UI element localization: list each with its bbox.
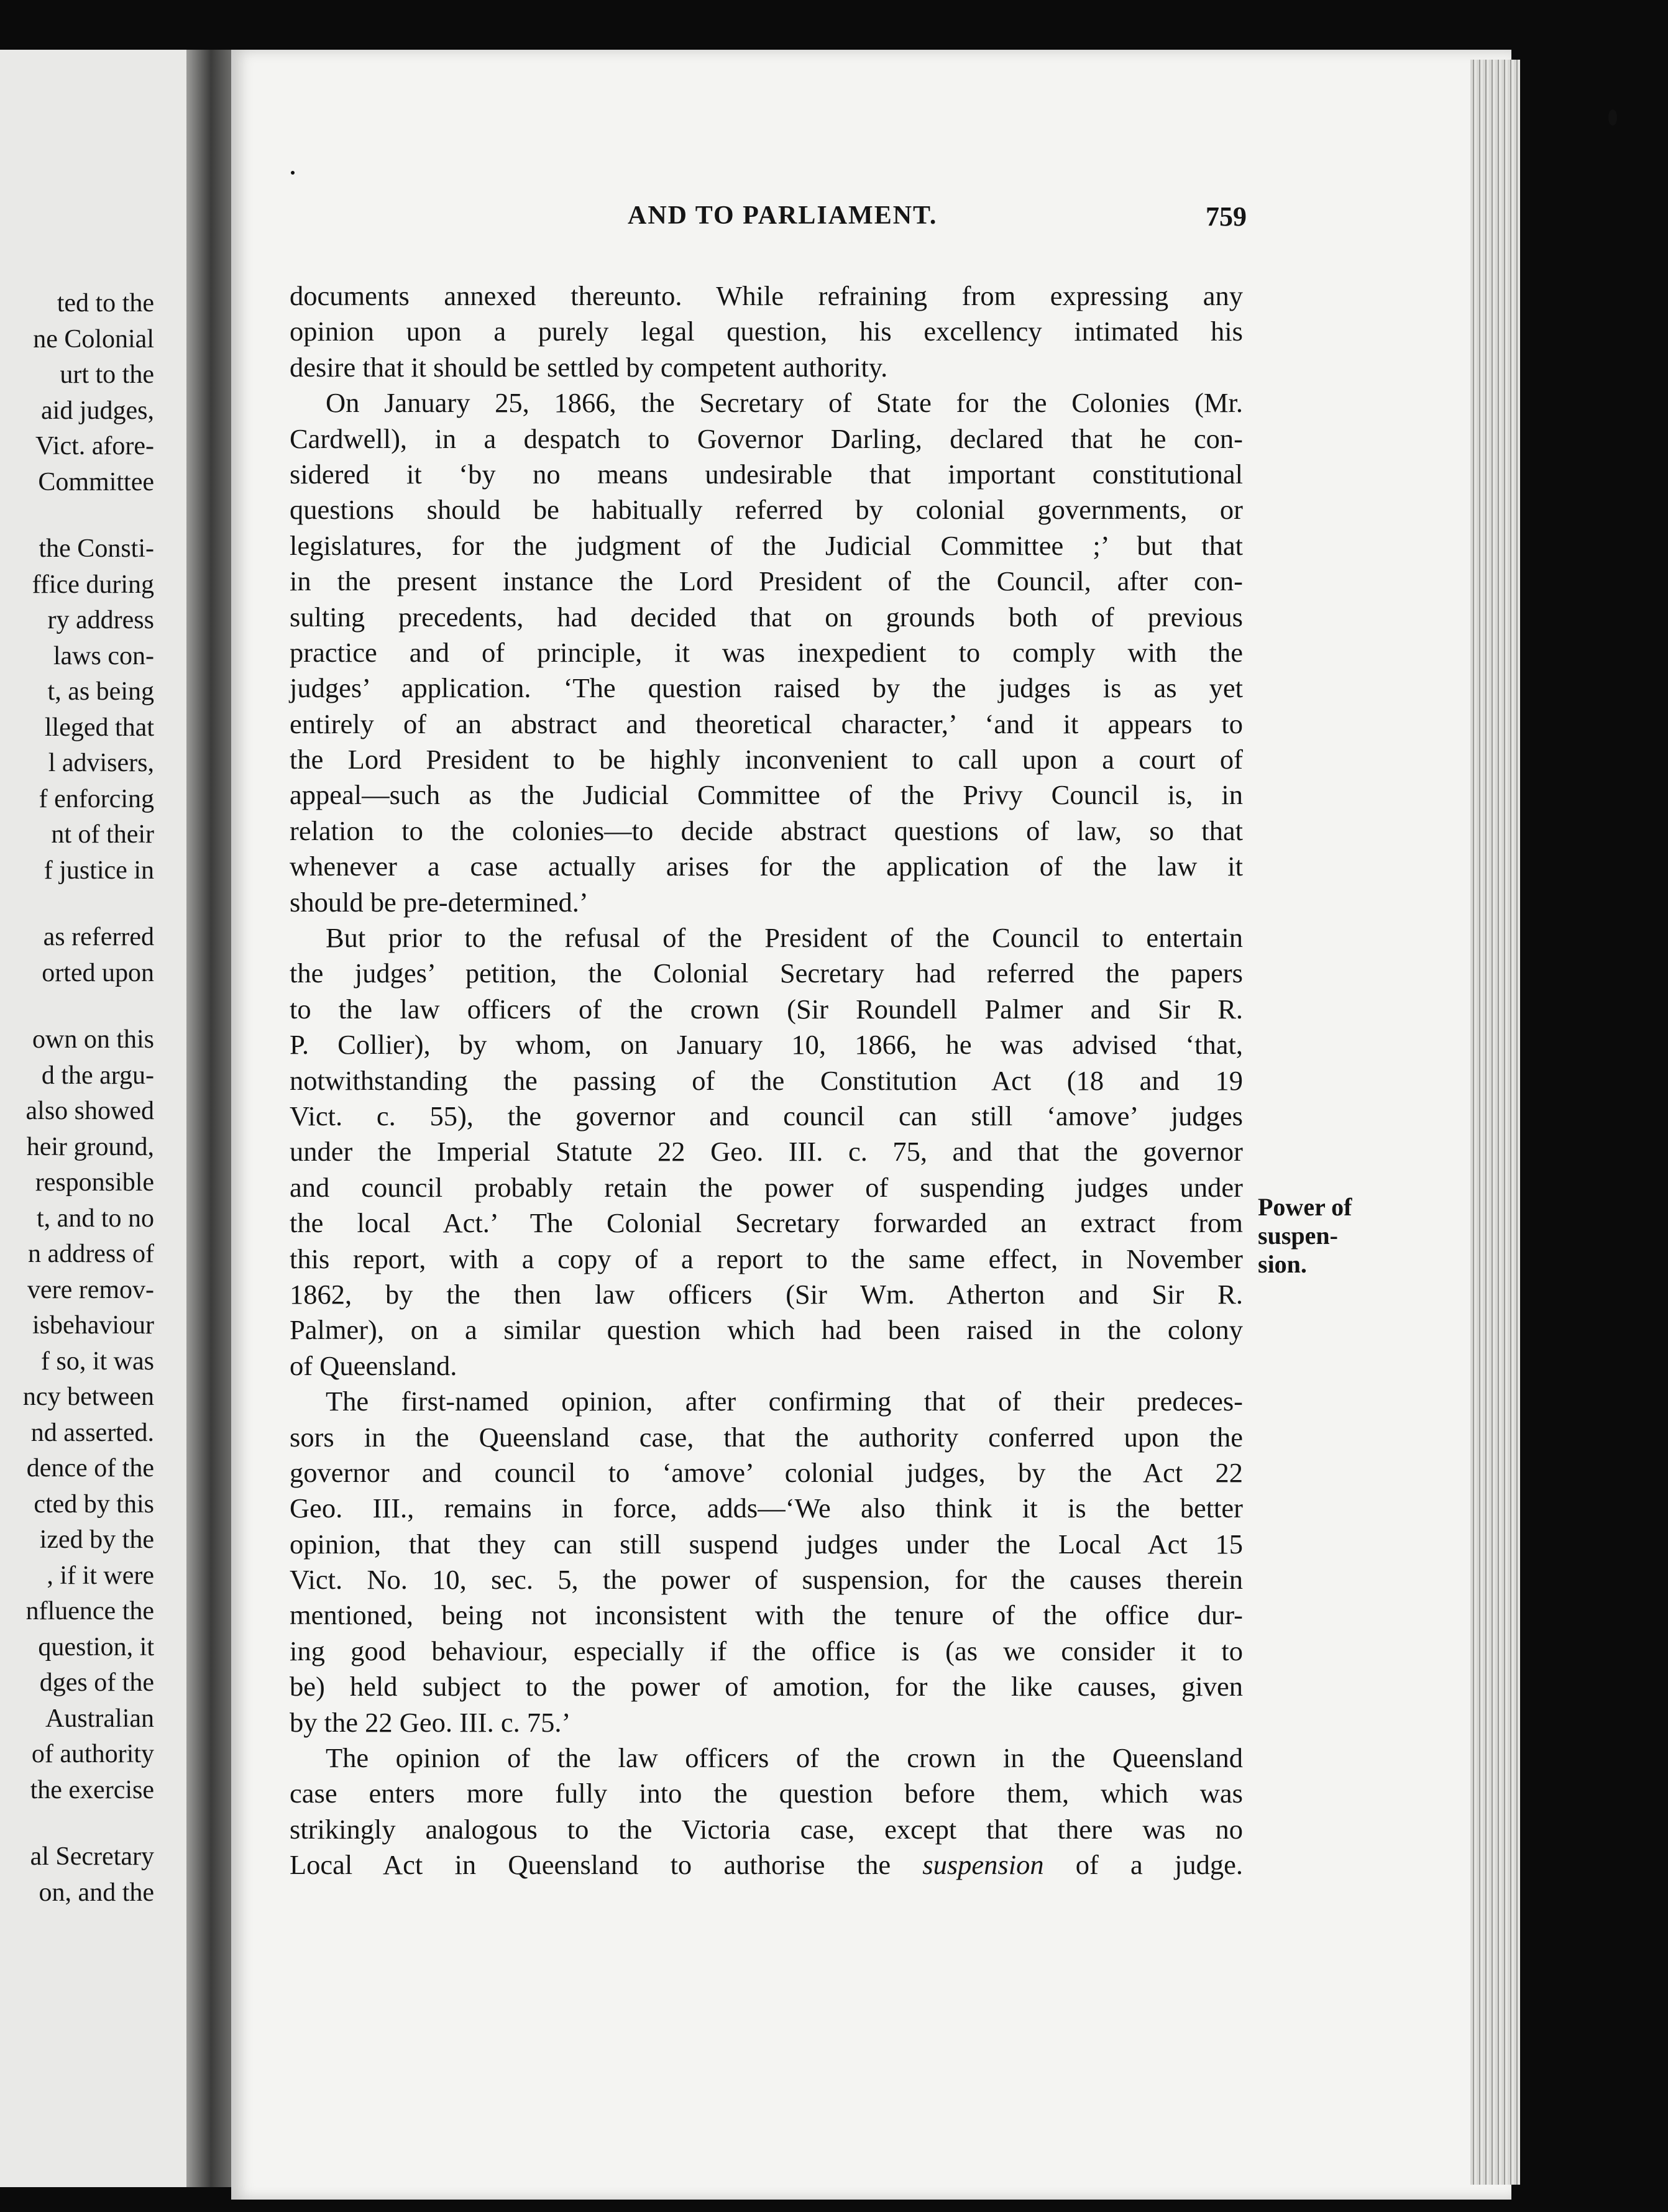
text-line: under the Imperial Statute 22 Geo. III. c. 75, and that the governor: [290, 1136, 1243, 1168]
facing-page-line: aid judges,: [41, 396, 154, 425]
paragraph-gap: [0, 889, 154, 920]
italic-word: suspension: [922, 1849, 1044, 1881]
running-title: AND TO PARLIAMENT.: [628, 201, 938, 230]
text-line: ing good behaviour, especially if the office is (as we consider it to: [290, 1635, 1243, 1666]
text-line: in the present instance the Lord President of the Council, after con-: [290, 565, 1243, 597]
facing-page-line: orted upon: [42, 958, 154, 987]
paragraph-gap: [0, 1808, 154, 1839]
facing-page-line: f justice in: [44, 856, 154, 885]
text-line: Local Act in Queensland to authorise the suspension of a judge.: [290, 1849, 1243, 1881]
facing-page-line: ne Colonial: [33, 324, 154, 354]
facing-page-left: [0, 50, 191, 2187]
text-line: desire that it should be settled by competent authority.: [290, 351, 888, 383]
text-line: strikingly analogous to the Victoria case, except that there was no: [290, 1813, 1243, 1845]
facing-page-line: heir ground,: [26, 1132, 154, 1161]
facing-page-line: l advisers,: [48, 749, 154, 777]
text-line: The opinion of the law officers of the crown in the Queensland: [326, 1742, 1243, 1774]
text-line: by the 22 Geo. III. c. 75.’: [290, 1706, 571, 1738]
text-line: opinion, that they can still suspend judges under the Local Act 15: [290, 1528, 1243, 1560]
margin-note-line: sion.: [1258, 1250, 1307, 1278]
text-line: But prior to the refusal of the President of the Council to entertain: [326, 922, 1243, 954]
text-line: entirely of an abstract and theoretical character,’ ‘and it appears to: [290, 708, 1243, 739]
text-line: legislatures, for the judgment of the Judicial Committee ;’ but that: [290, 529, 1243, 561]
text-line: the Lord President to be highly inconvenient to call upon a court of: [290, 744, 1243, 775]
page-number: 759: [1206, 201, 1247, 232]
text-line: appeal—such as the Judicial Committee of the Privy Council is, in: [290, 779, 1243, 811]
facing-page-line: Australian: [45, 1704, 154, 1733]
text-line: of Queensland.: [290, 1350, 457, 1381]
facing-page-line: t, and to no: [37, 1204, 154, 1233]
facing-page-line: dges of the: [39, 1668, 154, 1697]
text-line: governor and council to ‘amove’ colonial judges, by the Act 22: [290, 1456, 1243, 1488]
facing-page-line: lleged that: [44, 713, 154, 742]
text-line: the judges’ petition, the Colonial Secretary had referred the papers: [290, 957, 1243, 989]
text-line: 1862, by the then law officers (Sir Wm. Atherton and Sir R.: [290, 1278, 1243, 1310]
facing-page-line: the Consti-: [39, 534, 154, 563]
text-line: On January 25, 1866, the Secretary of State for the Colonies (Mr.: [326, 387, 1243, 419]
facing-page-line: ry address: [47, 606, 154, 634]
text-line: P. Collier), by whom, on January 10, 1866, he was advised ‘that,: [290, 1029, 1243, 1061]
facing-page-line: also showed: [25, 1097, 154, 1125]
facing-page-line: cted by this: [34, 1489, 154, 1519]
facing-page-line: nt of their: [51, 820, 154, 849]
text-line: Geo. III., remains in force, adds—‘We also think it is the better: [290, 1492, 1243, 1524]
text-line: whenever a case actually arises for the application of the law it: [290, 851, 1243, 882]
facing-page-line: , if it were: [47, 1561, 154, 1590]
text-line: this report, with a copy of a report to the same effect, in November: [290, 1243, 1243, 1274]
facing-page-line: nfluence the: [25, 1597, 154, 1625]
margin-note-line: suspen-: [1258, 1222, 1338, 1250]
book-gutter: [186, 50, 231, 2187]
facing-page-text: [0, 286, 154, 1911]
facing-page-line: n address of: [28, 1240, 154, 1268]
text-line: Vict. No. 10, sec. 5, the power of suspension, for the causes therein: [290, 1564, 1243, 1596]
margin-note: [1258, 1193, 1352, 1279]
text-line: should be pre-determined.’: [290, 886, 589, 918]
text-line: sors in the Queensland case, that the authority conferred upon the: [290, 1421, 1243, 1453]
facing-page-line: of authority: [31, 1740, 154, 1768]
facing-page-line: the exercise: [30, 1775, 154, 1804]
facing-page-line: f so, it was: [41, 1346, 154, 1376]
facing-page-line: laws con-: [53, 641, 154, 670]
paragraph-gap: [0, 991, 154, 1022]
main-text-block: [290, 278, 1243, 1883]
facing-page-line: al Secretary: [30, 1842, 154, 1871]
text-line: documents annexed thereunto. While refraining from expressing any: [290, 280, 1243, 311]
facing-page-line: as referred: [43, 923, 154, 951]
facing-page-line: d the argu-: [41, 1061, 154, 1090]
text-line: mentioned, being not inconsistent with the tenure of the office dur-: [290, 1599, 1243, 1631]
facing-page-line: urt to the: [60, 360, 154, 389]
paragraph-gap: [0, 500, 154, 531]
facing-page-line: Committee: [38, 467, 154, 496]
text-line: Palmer), on a similar question which had been raised in the colony: [290, 1314, 1243, 1346]
text-line: sidered it ‘by no means undesirable that important constitutional: [290, 458, 1243, 490]
facing-page-line: ffice during: [32, 570, 154, 599]
facing-page-line: on, and the: [39, 1878, 154, 1907]
scan-speck: [291, 171, 295, 175]
page-edges: [1470, 60, 1520, 2185]
facing-page-line: vere remov-: [27, 1275, 154, 1304]
text-line: judges’ application. ‘The question raised by the judges is as yet: [290, 672, 1243, 704]
facing-page-line: nd asserted.: [30, 1418, 154, 1447]
text-line: opinion upon a purely legal question, his excellency intimated his: [290, 316, 1243, 347]
facing-page-line: ncy between: [22, 1382, 154, 1411]
text-line: to the law officers of the crown (Sir Roundell Palmer and Sir R.: [290, 993, 1243, 1025]
scan-speck: [1608, 109, 1617, 126]
facing-page-line: Vict. afore-: [35, 432, 154, 460]
facing-page-line: ized by the: [39, 1525, 154, 1554]
facing-page-line: f enforcing: [39, 784, 154, 813]
text-line: the local Act.’ The Colonial Secretary forwarded an extract from: [290, 1207, 1243, 1239]
facing-page-line: t, as being: [47, 677, 154, 706]
text-line: case enters more fully into the question before them, which was: [290, 1778, 1243, 1809]
text-line: Cardwell), in a despatch to Governor Darling, declared that he con-: [290, 423, 1243, 454]
text-line: and council probably retain the power of suspending judges under: [290, 1171, 1243, 1203]
facing-page-line: dence of the: [26, 1454, 154, 1483]
facing-page-line: own on this: [32, 1025, 154, 1054]
facing-page-line: ted to the: [57, 289, 154, 318]
facing-page-line: question, it: [38, 1632, 154, 1661]
facing-page-line: isbehaviour: [32, 1311, 154, 1340]
margin-note-line: Power of: [1258, 1193, 1352, 1221]
text-line: questions should be habitually referred by colonial governments, or: [290, 494, 1243, 526]
text-line: practice and of principle, it was inexpedient to comply with the: [290, 636, 1243, 668]
text-line: sulting precedents, had decided that on grounds both of previous: [290, 601, 1243, 633]
text-line: relation to the colonies—to decide abstract questions of law, so that: [290, 815, 1243, 846]
facing-page-line: responsible: [35, 1168, 154, 1197]
text-line: The first-named opinion, after confirming that of their predeces-: [326, 1386, 1243, 1417]
text-line: notwithstanding the passing of the Constitution Act (18 and 19: [290, 1064, 1243, 1096]
text-line: be) held subject to the power of amotion, for the like causes, given: [290, 1671, 1243, 1702]
text-line: Vict. c. 55), the governor and council can still ‘amove’ judges: [290, 1100, 1243, 1131]
